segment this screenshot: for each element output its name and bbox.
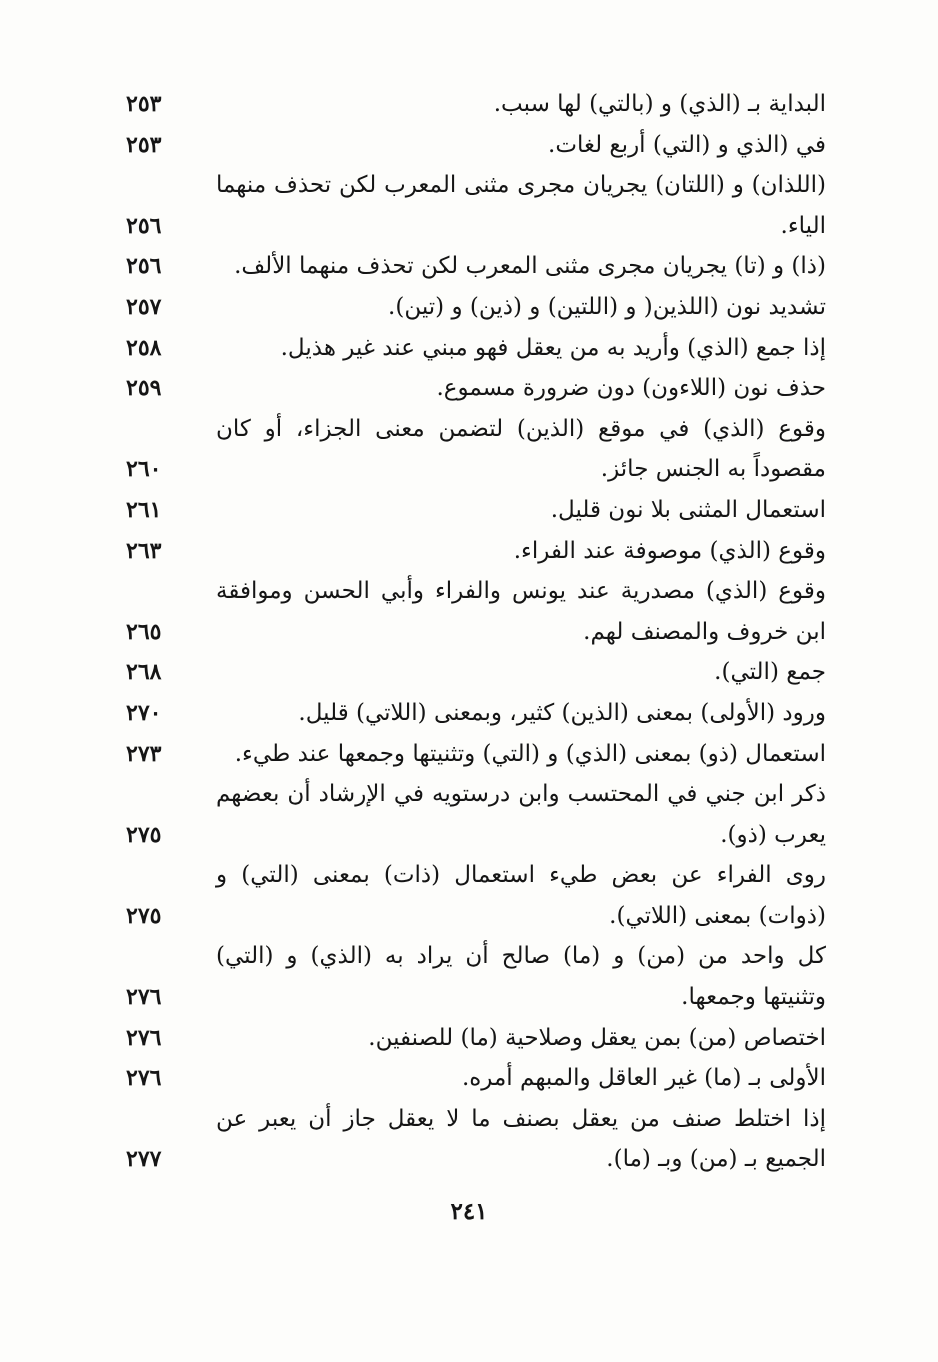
entry-text: وقوع (الذي) في موقع (الذين) لتضمن معنى الجزاء، أو كان مقصوداً به الجنس جائز.: [216, 415, 826, 483]
index-entry: [126, 652, 826, 693]
entry-text: البداية بـ (الذي) و (بالتي) لها سبب.: [493, 91, 826, 117]
index-entry: [126, 1099, 826, 1180]
entry-text: كل واحد من (من) و (ما) صالح أن يراد به (الذي) و (التي) وتثنيتها وجمعها.: [216, 943, 826, 1011]
index-entry: [126, 287, 826, 328]
index-entry: [126, 1018, 826, 1059]
index-entry: [126, 936, 826, 1017]
entry-text: استعمال المثنى بلا نون قليل.: [550, 496, 826, 523]
index-entry: [126, 490, 826, 531]
index-entry: [126, 693, 826, 734]
entry-page-number: ٢٧٥: [126, 902, 162, 929]
entry-text: ورود (الأولى) بمعنى (الذين) كثير، وبمعنى (اللاتي) قليل.: [298, 699, 826, 726]
index-entry: [126, 246, 826, 287]
entry-page-number: ٢٧٦: [126, 984, 162, 1011]
index-entry: [126, 165, 826, 246]
entry-text: استعمال (ذو) بمعنى (الذي) و (التي) وتثنيتها وجمعها عند طيء.: [234, 740, 826, 767]
entry-text: إذا اختلط صنف من يعقل بصنف ما لا يعقل جاز أن يعبر عن الجميع بـ (من) وبـ (ما).: [216, 1105, 826, 1173]
entry-page-number: ٢٥٩: [126, 375, 162, 402]
entry-page-number: ٢٧٠: [126, 699, 162, 726]
index-entry: [126, 571, 826, 652]
entry-page-number: ٢٦٣: [126, 537, 162, 564]
entry-text: حذف نون (اللاءون) دون ضرورة مسموع.: [436, 375, 826, 402]
entry-page-number: ٢٧٦: [126, 1065, 162, 1092]
entry-page-number: ٢٦٠: [126, 456, 162, 483]
entry-text: في (الذي و (التي) أربع لغات.: [548, 131, 826, 158]
index-entry: [126, 1058, 826, 1099]
entry-text: (اللذان) و (اللتان) يجريان مجرى مثنى المعرب لكن تحذف منهما الياء.: [216, 172, 826, 239]
entry-page-number: ٢٦٥: [126, 618, 162, 645]
index-entry: [126, 84, 826, 125]
index-entry: [126, 531, 826, 572]
entry-page-number: ٢٧٧: [126, 1146, 162, 1173]
entry-page-number: ٢٧٥: [126, 821, 162, 848]
entry-page-number: ٢٦٨: [126, 659, 162, 686]
page-number: ٢٤١: [450, 1198, 488, 1225]
index-entry: [126, 734, 826, 775]
entry-page-number: ٢٥٧: [126, 293, 162, 320]
index-entries: [126, 84, 826, 1180]
entry-text: وقوع (الذي) موصوفة عند الفراء.: [513, 537, 826, 564]
index-entry: [126, 855, 826, 936]
entry-text: (ذا) و (تا) يجريان مجرى مثنى المعرب لكن تحذف منهما الألف.: [234, 253, 826, 280]
entry-page-number: ٢٥٦: [126, 212, 162, 239]
index-entry: [126, 328, 826, 369]
entry-page-number: ٢٥٣: [126, 91, 162, 117]
entry-text: ذكر ابن جني في المحتسب وابن درستويه في الإرشاد أن بعضهم يعرب (ذو).: [216, 781, 826, 848]
entry-page-number: ٢٦١: [126, 496, 162, 523]
entry-text: وقوع (الذي) مصدرية عند يونس والفراء وأبي الحسن وموافقة ابن خروف والمصنف لهم.: [216, 578, 826, 645]
entry-page-number: ٢٥٦: [126, 253, 162, 280]
entry-text: اختصاص (من) بمن يعقل وصلاحية (ما) للصنفين.: [368, 1024, 826, 1051]
entry-text: الأولى بـ (ما) غير العاقل والمبهم أمره.: [461, 1065, 826, 1092]
entry-page-number: ٢٥٣: [126, 131, 162, 158]
entry-text: تشديد نون (اللذين( و (اللتين) و (ذين) و (تين).: [388, 293, 826, 320]
entry-page-number: ٢٥٨: [126, 334, 162, 361]
index-entry: [126, 409, 826, 490]
entry-text: روى الفراء عن بعض طيء استعمال (ذات) بمعنى (التي) و (ذوات) بمعنى (اللاتي).: [216, 862, 826, 929]
index-entry: [126, 368, 826, 409]
entry-text: إذا جمع (الذي) وأريد به من يعقل فهو مبني عند غير هذيل.: [280, 334, 826, 361]
index-entry: [126, 774, 826, 855]
entry-text: جمع (التي).: [714, 659, 826, 686]
index-entry: [126, 125, 826, 166]
entry-page-number: ٢٧٣: [126, 740, 162, 767]
entry-page-number: ٢٧٦: [126, 1024, 162, 1051]
